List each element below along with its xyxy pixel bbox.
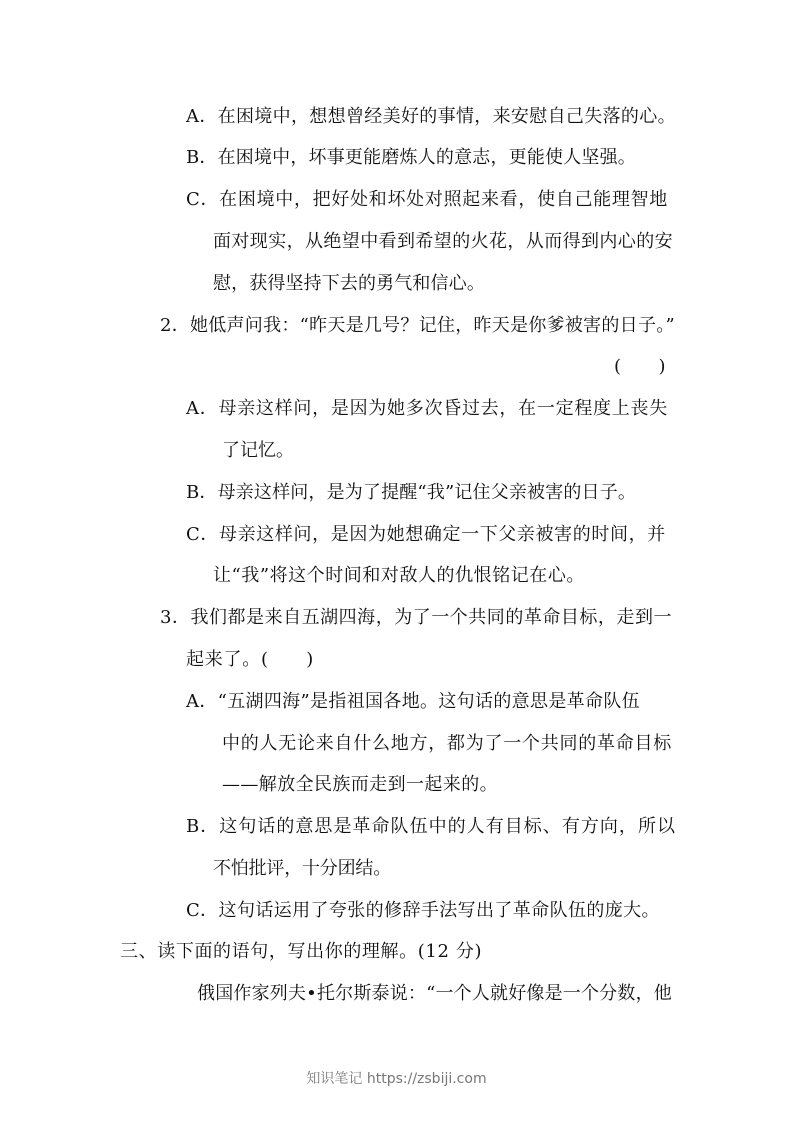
q3-option-a-cont-1: 中的人无论来自什么地方，都为了一个共同的革命目标 [222,733,672,754]
q1-option-b: B．在困境中，坏事更能磨炼人的意志，更能使人坚强。 [186,147,636,168]
q3-option-c: C．这句话运用了夸张的修辞手法写出了革命队伍的庞大。 [186,900,660,921]
q2-option-a: A．母亲这样问，是因为她多次昏过去，在一定程度上丧失 [186,398,668,419]
q2-option-c-cont: 让“我”将这个时间和对敌人的仇恨铭记在心。 [213,565,585,586]
q3-option-a: A．“五湖四海”是指祖国各地。这句话的意思是革命队伍 [186,691,640,712]
q2-question: 2．她低声问我：“昨天是几号？记住，昨天是你爹被害的日子。” [160,315,675,336]
q1-option-c: C．在困境中，把好处和坏处对照起来看，使自己能理智地 [186,189,668,210]
q3-question: 3．我们都是来自五湖四海，为了一个共同的革命目标，走到一 [160,607,673,628]
q3-option-a-cont-2: ——解放全民族而走到一起来的。 [222,774,498,795]
q3-option-b-cont: 不怕批评，十分团结。 [213,858,391,879]
q1-option-c-cont-2: 慰，获得坚持下去的勇气和信心。 [213,273,485,294]
q3-question-cont: 起来了。( ) [186,649,314,670]
q2-option-b: B．母亲这样问，是为了提醒“我”记住父亲被害的日子。 [186,482,637,503]
q3-option-b: B．这句话的意思是革命队伍中的人有目标、有方向，所以 [186,816,677,837]
footer-watermark: 知识笔记 https://zsbiji.com [306,1071,487,1087]
q2-option-a-cont: 了记忆。 [222,440,294,461]
q2-answer-bracket: ( ) [614,356,667,377]
section-three-passage: 俄国作家列夫•托尔斯泰说：“一个人就好像是一个分数，他 [197,983,672,1004]
q2-option-c: C．母亲这样问，是因为她想确定一下父亲被害的时间，并 [186,524,666,545]
q1-option-a: A．在困境中，想想曾经美好的事情，来安慰自己失落的心。 [186,106,676,127]
q1-option-c-cont-1: 面对现实，从绝望中看到希望的火花，从而得到内心的安 [213,231,673,252]
section-three-heading: 三、读下面的语句，写出你的理解。(12 分) [120,941,483,962]
